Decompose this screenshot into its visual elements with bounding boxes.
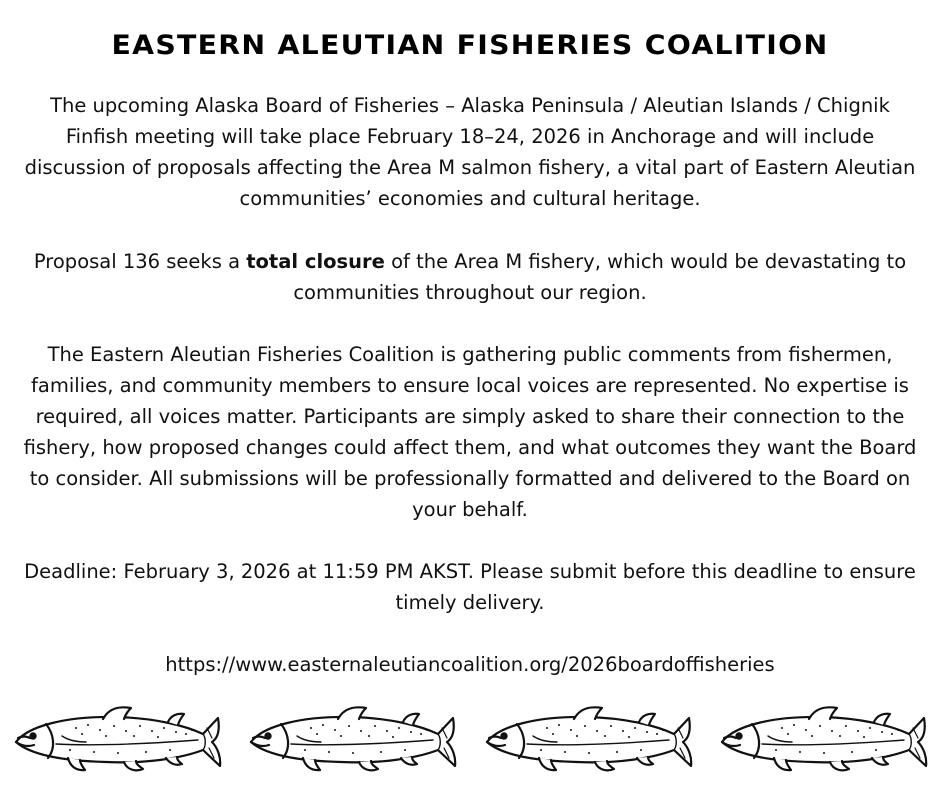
coalition-paragraph: The Eastern Aleutian Fisheries Coalition is gathering public comments from fishermen, families, and community members to ensure local voices are represented. No expertise is required, all voices matter. Participants are simply asked to share their connection to the fishery, how proposed changes could affect them, and what outcomes they want the Board to consider. All submissions will be professionally formatted and delivered to the Board on your behalf.	[23, 343, 917, 521]
deadline-paragraph: Deadline: February 3, 2026 at 11:59 PM AKST. Please submit before this deadline to ensure timely delivery.	[24, 560, 916, 614]
total-closure-emphasis: total closure	[246, 250, 385, 273]
salmon-icon	[6, 700, 226, 776]
page-title: EASTERN ALEUTIAN FISHERIES COALITION	[111, 30, 829, 61]
proposal-text-before: Proposal 136 seeks a	[33, 250, 247, 273]
proposal-paragraph	[20, 246, 920, 308]
intro-paragraph: The upcoming Alaska Board of Fisheries – Alaska Peninsula / Aleutian Islands / Chignik Finfish meeting will take place February 18–24, 2026 in Anchorage and will include discussion of proposals affecting the Area M salmon fishery, a vital part of Eastern Aleutian communities’ economies and cultural heritage.	[24, 94, 916, 210]
salmon-icon	[712, 700, 932, 776]
proposal-text-after: of the Area M fishery, which would be devastating to communities throughout our region.	[293, 250, 907, 304]
salmon-illustration-row	[0, 700, 940, 780]
salmon-icon	[241, 700, 461, 776]
salmon-icon	[477, 700, 697, 776]
website-url[interactable]: https://www.easternaleutiancoalition.org/2026boardoffisheries	[165, 653, 775, 676]
